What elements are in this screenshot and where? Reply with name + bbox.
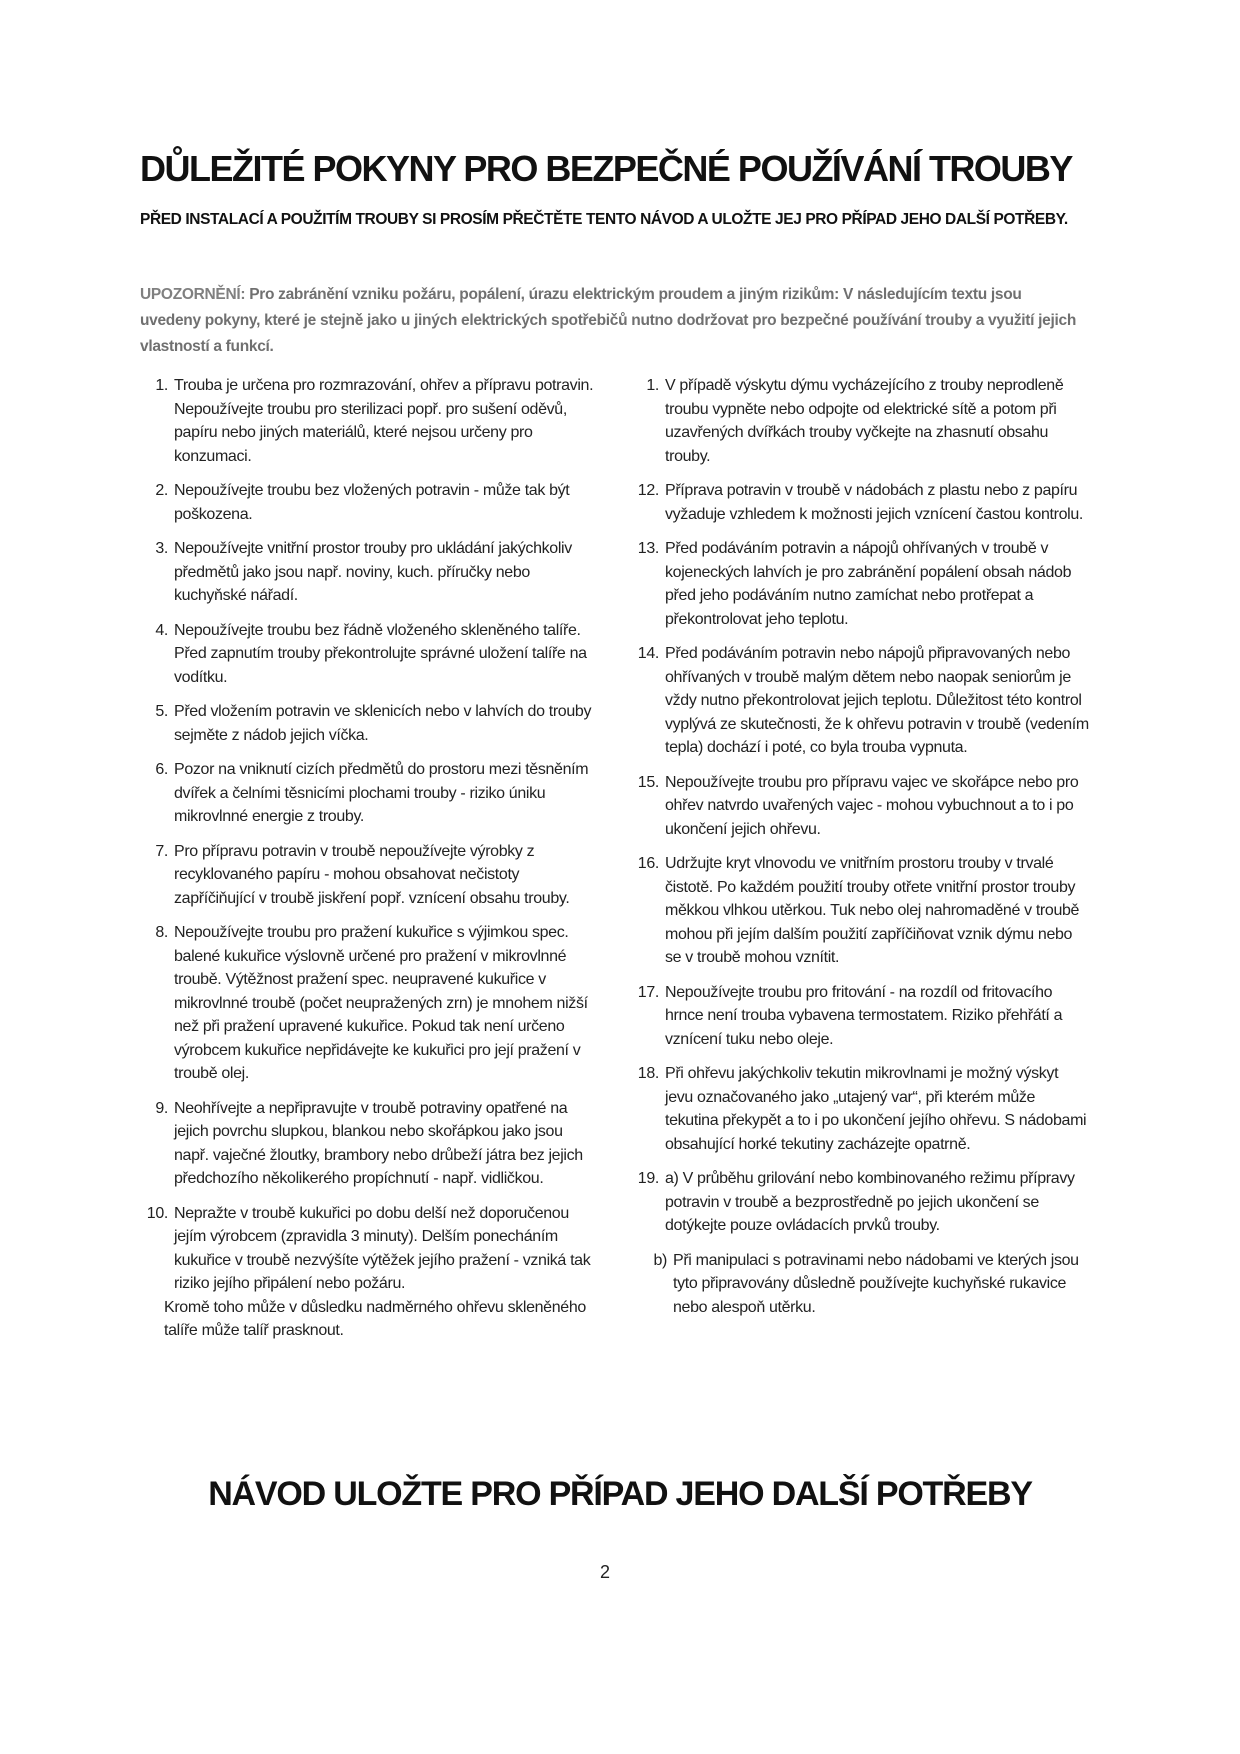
item-number: 7. xyxy=(155,842,168,860)
footer-title: NÁVOD ULOŽTE PRO PŘÍPAD JEHO DALŠÍ POTŘEBY xyxy=(208,1475,1032,1513)
item-number: 5. xyxy=(155,703,168,720)
item-text: Před vložením potravin ve sklenicích nebo v lahvích do trouby sejměte z nádob jejich víčka. xyxy=(174,703,592,744)
item-text: a) V průběhu grilování nebo kombinovaného režimu přípravy potravin v troubě a bezprostředně po jejich ukončení se dotýkejte pouze ovládacích prvků trouby. xyxy=(665,1170,1075,1234)
page-title: DŮLEŽITÉ POKYNY PRO BEZPEČNÉ POUŽÍVÁNÍ TROUBY xyxy=(140,148,1072,189)
item-text: Nepražte v troubě kukuřici po dobu delší než doporučenou jejím výrobcem (zpravidla 3 minuty). Delším ponecháním kukuřice v troubě nezvýšíte výtěžek jejího pražení - vzniká tak riziko jejího připálení nebo požáru. xyxy=(174,1204,591,1292)
item-number: 3. xyxy=(155,540,168,557)
list-item xyxy=(140,479,600,526)
item-text: Před podáváním potravin a nápojů ohřívaných v troubě v kojeneckých lahvích je pro zabránění popálení obsah nádob před jeho podáváním nutno zamíchat nebo protřepat a překontrolovat jeho teplotu. xyxy=(665,540,1072,628)
item-text: Nepoužívejte troubu pro fritování - na rozdíl od fritovacího hrnce není trouba vybavena termostatem. Riziko přehřátí a vznícení tuku nebo oleje. xyxy=(665,983,1063,1048)
item-number: 6. xyxy=(155,761,168,778)
list-item xyxy=(625,374,1090,468)
page-number: 2 xyxy=(599,1562,610,1582)
item-number: 17. xyxy=(637,983,659,1001)
intro-notice: PŘED INSTALACÍ A POUŽITÍM TROUBY SI PROSÍM PŘEČTĚTE TENTO NÁVOD A ULOŽTE JEJ PRO PŘÍPAD JEHO DALŠÍ POTŘEBY. xyxy=(140,211,1068,228)
list-item xyxy=(625,852,1090,970)
item-number: 15. xyxy=(637,773,659,791)
list-item xyxy=(140,374,600,468)
item-number: 1. xyxy=(646,377,659,394)
list-item xyxy=(140,921,600,1086)
list-item xyxy=(140,1202,600,1296)
item-text: Nepoužívejte vnitřní prostor trouby pro ukládání jakýchkoliv předmětů jako jsou např. noviny, kuch. příručky nebo kuchyňské nářadí. xyxy=(174,540,572,604)
list-item xyxy=(625,1062,1090,1156)
item-text: Nepoužívejte troubu pro přípravu vajec ve skořápce nebo pro ohřev natvrdo uvařených vajec - mohou vybuchnout a to i po ukončení jejich ohřevu. xyxy=(665,773,1079,838)
list-item xyxy=(625,642,1090,760)
item-text: Udržujte kryt vlnovodu ve vnitřním prostoru trouby v trvalé čistotě. Po každém použití trouby otřete vnitřní prostor trouby měkkou vlhkou utěrkou. Tuk nebo olej nahromaděné v troubě mohou při jejím dalším použití zapříčiňovat vznik dýmu nebo se v troubě mohou vznítit. xyxy=(665,855,1080,966)
warning-label: UPOZORNĚNÍ: xyxy=(140,286,246,303)
list-item xyxy=(625,479,1090,526)
item-text: Příprava potravin v troubě v nádobách z plastu nebo z papíru vyžaduje vzhledem k možnosti jejich vznícení častou kontrolu. xyxy=(665,482,1083,523)
item-number: 14. xyxy=(637,645,659,662)
list-item xyxy=(140,537,600,608)
item-text: V případě výskytu dýmu vycházejícího z trouby neprodleně troubu vypněte nebo odpojte od elektrické sítě a potom při uzavřených dvířkách trouby vyčkejte na zhasnutí obsahu trouby. xyxy=(665,377,1064,465)
item-number: 1. xyxy=(155,377,168,394)
item-number: 2. xyxy=(155,482,168,499)
item-number: 13. xyxy=(637,540,659,557)
item-extra-text: Kromě toho může v důsledku nadměrného ohřevu skleněného talíře může talíř prasknout. xyxy=(164,1298,586,1339)
item-number: 10. xyxy=(146,1204,168,1222)
item-text: Pro přípravu potravin v troubě nepoužívejte výrobky z recyklovaného papíru - mohou obsahovat nečistoty zapříčiňující v troubě jiskření popř. vznícení obsahu trouby. xyxy=(174,842,570,907)
list-item xyxy=(140,1097,600,1191)
item-text: Neohřívejte a nepřipravujte v troubě potraviny opatřené na jejich povrchu slupkou, blankou nebo skořápkou jako jsou např. vaječné žloutky, brambory nebo drůbeží játra bez jejich předchozího několikerého propíchnutí - např. vidličkou. xyxy=(174,1099,583,1187)
list-item xyxy=(625,981,1090,1052)
right-column xyxy=(625,374,1090,1330)
item-text: Nepoužívejte troubu pro pražení kukuřice s výjimkou spec. balené kukuřice výslovně určené pro pražení v mikrovlnné troubě. Výtěžnost pražení spec. neupravené kukuřice v mikrovlnné troubě (počet neupražených zrn) je mnohem nižší než při pražení upravené kukuřice. Pokud tak není určeno výrobcem kukuřice nepřidávejte ke kukuřici pro její pražení v troubě olej. xyxy=(174,924,588,1082)
item-number: 12. xyxy=(637,482,659,499)
list-item xyxy=(140,619,600,690)
item-text: Při ohřevu jakýchkoliv tekutin mikrovlnami je možný výskyt jevu označovaného jako „utajený var“, při kterém může tekutina překypět a to i po ukončení jejího ohřevu. S nádobami obsahující horké tekutiny zacházejte opatrně. xyxy=(665,1065,1087,1153)
list-item xyxy=(625,1167,1090,1238)
item-number: 18. xyxy=(637,1065,659,1082)
subitem-text: Při manipulaci s potravinami nebo nádobami ve kterých jsou tyto připravovány důsledně používejte kuchyňské rukavice nebo alespoň utěrku. xyxy=(673,1251,1079,1316)
warning-paragraph xyxy=(140,282,1080,360)
item-text: Trouba je určena pro rozmrazování, ohřev a přípravu potravin. Nepoužívejte troubu pro sterilizaci popř. pro sušení oděvů, papíru nebo jiných materiálů, které nejsou určeny pro konzumaci. xyxy=(174,377,594,465)
list-item xyxy=(140,758,600,829)
item-text: Před podáváním potravin nebo nápojů připravovaných nebo ohřívaných v troubě malým dětem nebo naopak seniorům je vždy nutno překontrolovat jejich teplotu. Důležitost této kontrol vyplývá ze skutečnosti, že k ohřevu potravin v troubě (vedením tepla) dochází i poté, co byla trouba vypnuta. xyxy=(665,645,1089,756)
subitem-letter: b) xyxy=(653,1251,667,1269)
list-subitem xyxy=(625,1249,1090,1320)
item-number: 16. xyxy=(637,855,659,872)
item-number: 9. xyxy=(155,1099,168,1117)
item-text: Nepoužívejte troubu bez řádně vloženého skleněného talíře. Před zapnutím trouby překontrolujte správné uložení talíře na vodítku. xyxy=(174,621,587,686)
left-column xyxy=(140,374,600,1354)
warning-text: Pro zabránění vzniku požáru, popálení, úrazu elektrickým proudem a jiným rizikům: V následujícím textu jsou uvedeny pokyny, které je stejně jako u jiných elektrických spotřebičů nutno dodržovat pro bezpečné používání trouby a využití jejich vlastností a funkcí. xyxy=(140,286,1076,355)
item-number: 19. xyxy=(637,1170,659,1187)
list-item xyxy=(140,840,600,911)
item-text: Pozor na vniknutí cizích předmětů do prostoru mezi těsněním dvířek a čelními těsnicími plochami trouby - riziko úniku mikrovlnné energie z trouby. xyxy=(174,761,589,825)
list-item xyxy=(140,700,600,747)
item-number: 8. xyxy=(155,924,168,941)
list-item xyxy=(625,771,1090,842)
list-item xyxy=(625,537,1090,631)
item-text: Nepoužívejte troubu bez vložených potravin - může tak být poškozena. xyxy=(174,482,570,523)
item-number: 4. xyxy=(155,621,168,639)
